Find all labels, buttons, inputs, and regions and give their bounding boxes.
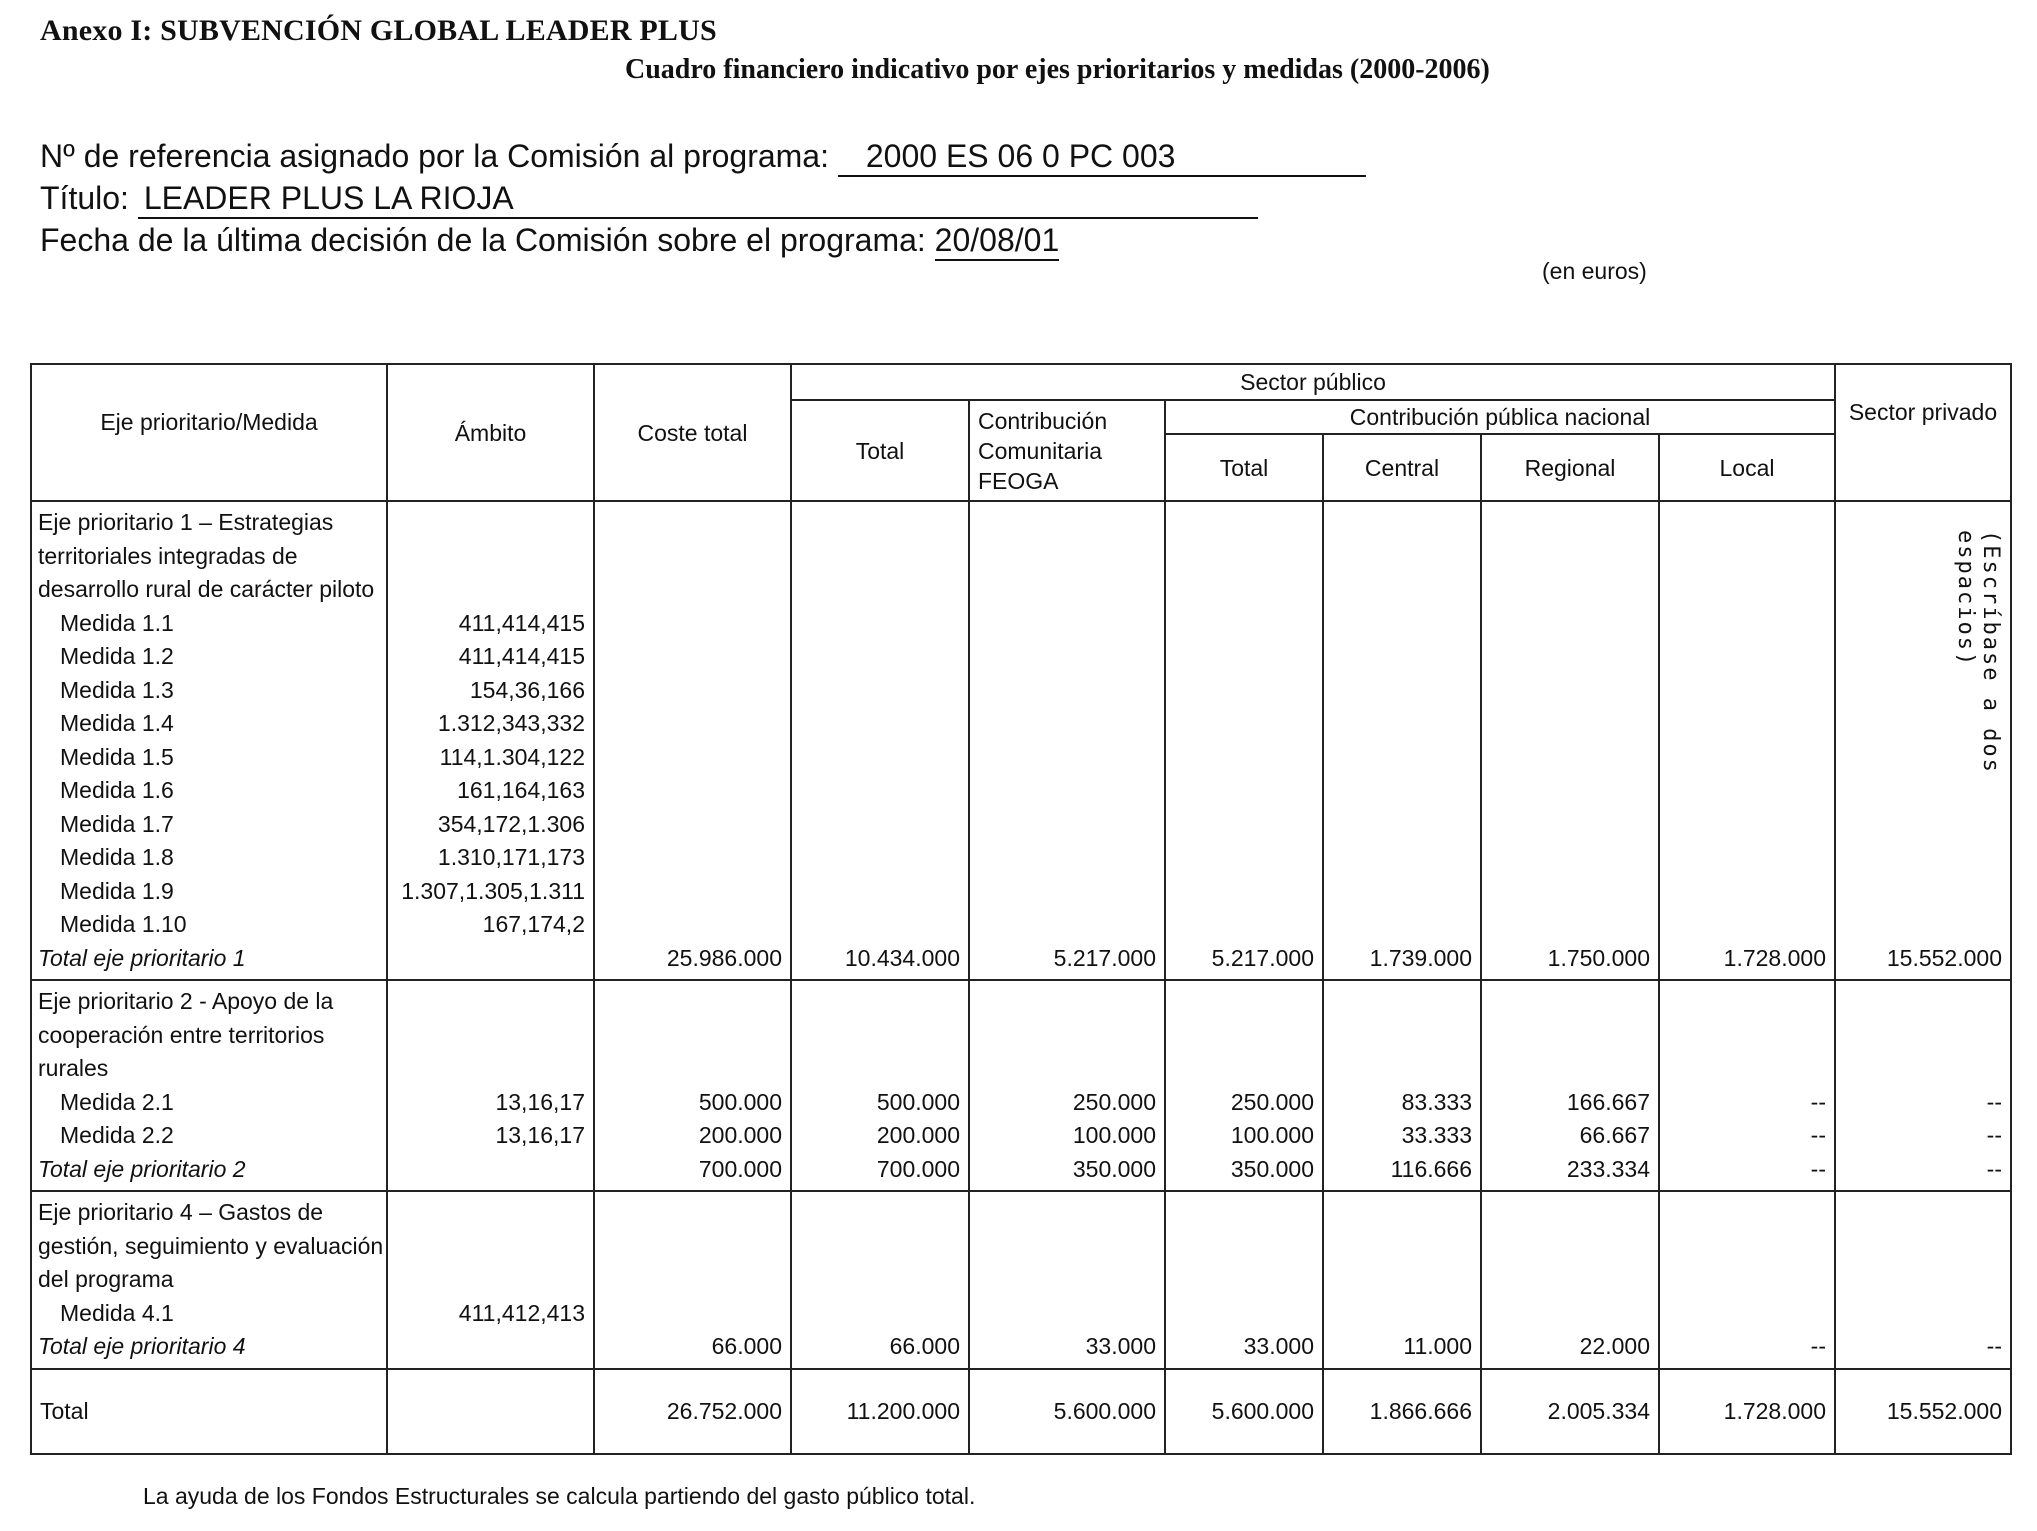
value: 33.333	[1401, 1122, 1472, 1148]
measure-ambito: 13,16,17	[495, 1122, 585, 1148]
value: --	[1810, 1122, 1826, 1148]
section-4-labels	[31, 1191, 387, 1369]
section-row-eje-1	[31, 501, 2011, 980]
total-regional: 1.750.000	[1481, 501, 1659, 980]
measure-ambito: 114,1.304,122	[439, 743, 585, 770]
section-row-eje-4	[31, 1191, 2011, 1369]
footnote: La ayuda de los Fondos Estructurales se calcula partiendo del gasto público total.	[143, 1483, 976, 1509]
measure-label: Medida 1.10	[60, 911, 187, 937]
total-nac-total: 5.217.000	[1165, 501, 1323, 980]
section-2-coste-total	[594, 980, 791, 1191]
measure-ambito: 1.307,1.305,1.311	[401, 877, 585, 904]
value: --	[1986, 1122, 2002, 1148]
vertical-note: (Escríbase a dos espacios)	[1953, 530, 2003, 774]
value: 500.000	[876, 1088, 960, 1115]
section-2-total	[791, 980, 969, 1191]
header-central: Central	[1323, 434, 1481, 501]
section-2-regional	[1481, 980, 1659, 1191]
grand-total-central: 1.866.666	[1323, 1369, 1481, 1455]
measure-label: Medida 1.6	[60, 777, 174, 803]
total-coste-total: 25.986.000	[594, 501, 791, 980]
total-regional: 22.000	[1481, 1191, 1659, 1369]
value: 250.000	[1230, 1088, 1314, 1115]
units-note: (en euros)	[1542, 258, 1647, 284]
measure-label: Medida 2.2	[60, 1122, 174, 1148]
grand-total-regional: 2.005.334	[1481, 1369, 1659, 1455]
value: 200.000	[876, 1122, 960, 1148]
decision-label: Fecha de la última decisión de la Comisión sobre el programa:	[40, 222, 926, 258]
grand-total-row	[31, 1369, 2011, 1455]
total-privado: 15.552.000	[1835, 501, 2011, 980]
decision-line	[40, 222, 1059, 261]
grand-total-total: 11.200.000	[791, 1369, 969, 1455]
grand-total-privado: 15.552.000	[1835, 1369, 2011, 1455]
header-nac-total: Total	[1165, 434, 1323, 501]
value: 83.333	[1401, 1088, 1472, 1115]
section-title-line: territoriales integradas de	[38, 542, 298, 569]
value: 350.000	[1230, 1155, 1314, 1182]
measure-ambito: 13,16,17	[495, 1088, 585, 1115]
header-sector-privado: Sector privado	[1835, 364, 2011, 501]
header-total: Total	[791, 400, 969, 501]
value: 233.334	[1566, 1155, 1650, 1182]
measure-label: Medida 1.5	[60, 743, 174, 770]
annex-title: Anexo I: SUBVENCIÓN GLOBAL LEADER PLUS	[40, 14, 717, 47]
total-comunitaria: 5.217.000	[969, 501, 1165, 980]
grand-total-comunitaria: 5.600.000	[969, 1369, 1165, 1455]
value: 66.667	[1579, 1122, 1650, 1148]
measure-ambito: 154,36,166	[469, 676, 585, 703]
value: --	[1986, 1088, 2002, 1115]
reference-label: Nº de referencia asignado por la Comisión al programa:	[40, 138, 829, 174]
section-total-label: Total eje prioritario 1	[38, 944, 246, 971]
total-comunitaria: 33.000	[969, 1191, 1165, 1369]
value: 700.000	[698, 1155, 782, 1182]
value: --	[1810, 1088, 1826, 1115]
financial-table	[30, 363, 2012, 1455]
measure-ambito: 411,414,415	[458, 609, 585, 636]
total-central: 11.000	[1323, 1191, 1481, 1369]
value: 700.000	[876, 1155, 960, 1182]
total-local: --	[1659, 1191, 1835, 1369]
section-total-label: Total eje prioritario 2	[38, 1155, 246, 1182]
value: 200.000	[698, 1122, 782, 1148]
title-label: Título:	[40, 180, 129, 216]
grand-total-local: 1.728.000	[1659, 1369, 1835, 1455]
section-title-line: cooperación entre territorios	[38, 1021, 325, 1048]
measure-ambito: 1.312,343,332	[437, 710, 585, 736]
measure-label: Medida 1.2	[60, 643, 174, 669]
section-title-line: Eje prioritario 4 – Gastos de	[38, 1199, 324, 1225]
section-2-ambito	[387, 980, 594, 1191]
section-2-comunitaria	[969, 980, 1165, 1191]
reference-line	[40, 138, 1366, 177]
total-privado: --	[1835, 1191, 2011, 1369]
section-title-line: rurales	[38, 1055, 109, 1081]
section-2-central	[1323, 980, 1481, 1191]
value: 100.000	[1230, 1122, 1314, 1148]
measure-ambito: 411,414,415	[458, 643, 585, 669]
value: 166.667	[1566, 1088, 1650, 1115]
value: 500.000	[698, 1088, 782, 1115]
total-total: 10.434.000	[791, 501, 969, 980]
measure-label: Medida 1.8	[60, 844, 174, 870]
measure-label: Medida 1.9	[60, 877, 174, 904]
section-title-line: Eje prioritario 2 - Apoyo de la	[38, 988, 334, 1014]
header-coste-total: Coste total	[594, 364, 791, 501]
value: --	[1810, 1155, 1826, 1182]
total-coste-total: 66.000	[594, 1191, 791, 1369]
grand-total-coste-total: 26.752.000	[594, 1369, 791, 1455]
header-contribucion-nacional: Contribución pública nacional	[1165, 400, 1835, 434]
header-local: Local	[1659, 434, 1835, 501]
total-local: 1.728.000	[1659, 501, 1835, 980]
measure-ambito: 161,164,163	[457, 777, 585, 803]
header-contribucion-comunitaria: Contribución Comunitaria FEOGA	[969, 400, 1165, 501]
decision-value: 20/08/01	[935, 222, 1060, 261]
value: 116.666	[1390, 1155, 1472, 1182]
measure-label: Medida 1.3	[60, 676, 174, 703]
measure-ambito: 354,172,1.306	[437, 810, 585, 837]
document-subtitle: Cuadro financiero indicativo por ejes prioritarios y medidas (2000-2006)	[625, 54, 1490, 85]
grand-total-ambito	[387, 1369, 594, 1455]
value: 350.000	[1072, 1155, 1156, 1182]
section-title-line: gestión, seguimiento y evaluación	[38, 1232, 384, 1259]
section-2-local	[1659, 980, 1835, 1191]
measure-label: Medida 1.4	[60, 710, 174, 736]
title-line	[40, 180, 1258, 219]
measure-label: Medida 1.7	[60, 810, 174, 837]
header-sector-publico: Sector público	[791, 364, 1835, 400]
grand-total-nac-total: 5.600.000	[1165, 1369, 1323, 1455]
section-total-label: Total eje prioritario 4	[38, 1333, 246, 1359]
section-1-labels	[31, 501, 387, 980]
section-4-ambito	[387, 1191, 594, 1369]
measure-ambito: 411,412,413	[458, 1299, 585, 1326]
section-title-line: desarrollo rural de carácter piloto	[38, 576, 375, 602]
title-value: LEADER PLUS LA RIOJA	[138, 180, 1258, 219]
total-nac-total: 33.000	[1165, 1191, 1323, 1369]
header-regional: Regional	[1481, 434, 1659, 501]
total-central: 1.739.000	[1323, 501, 1481, 980]
section-2-nac-total	[1165, 980, 1323, 1191]
value: 100.000	[1072, 1122, 1156, 1148]
total-total: 66.000	[791, 1191, 969, 1369]
grand-total-label: Total	[31, 1369, 387, 1455]
measure-label: Medida 1.1	[60, 609, 174, 636]
measure-ambito: 1.310,171,173	[437, 844, 585, 870]
section-title-line: Eje prioritario 1 – Estrategias	[38, 509, 334, 535]
header-ambito: Ámbito	[387, 364, 594, 501]
measure-label: Medida 4.1	[60, 1299, 174, 1326]
measure-label: Medida 2.1	[60, 1088, 174, 1115]
value: --	[1986, 1155, 2002, 1182]
section-title-line: del programa	[38, 1266, 174, 1292]
section-1-ambito	[387, 501, 594, 980]
header-eje: Eje prioritario/Medida	[31, 364, 387, 501]
value: 250.000	[1072, 1088, 1156, 1115]
section-2-labels	[31, 980, 387, 1191]
section-row-eje-2	[31, 980, 2011, 1191]
measure-ambito: 167,174,2	[482, 911, 585, 937]
section-2-privado	[1835, 980, 2011, 1191]
reference-value: 2000 ES 06 0 PC 003	[838, 138, 1366, 177]
